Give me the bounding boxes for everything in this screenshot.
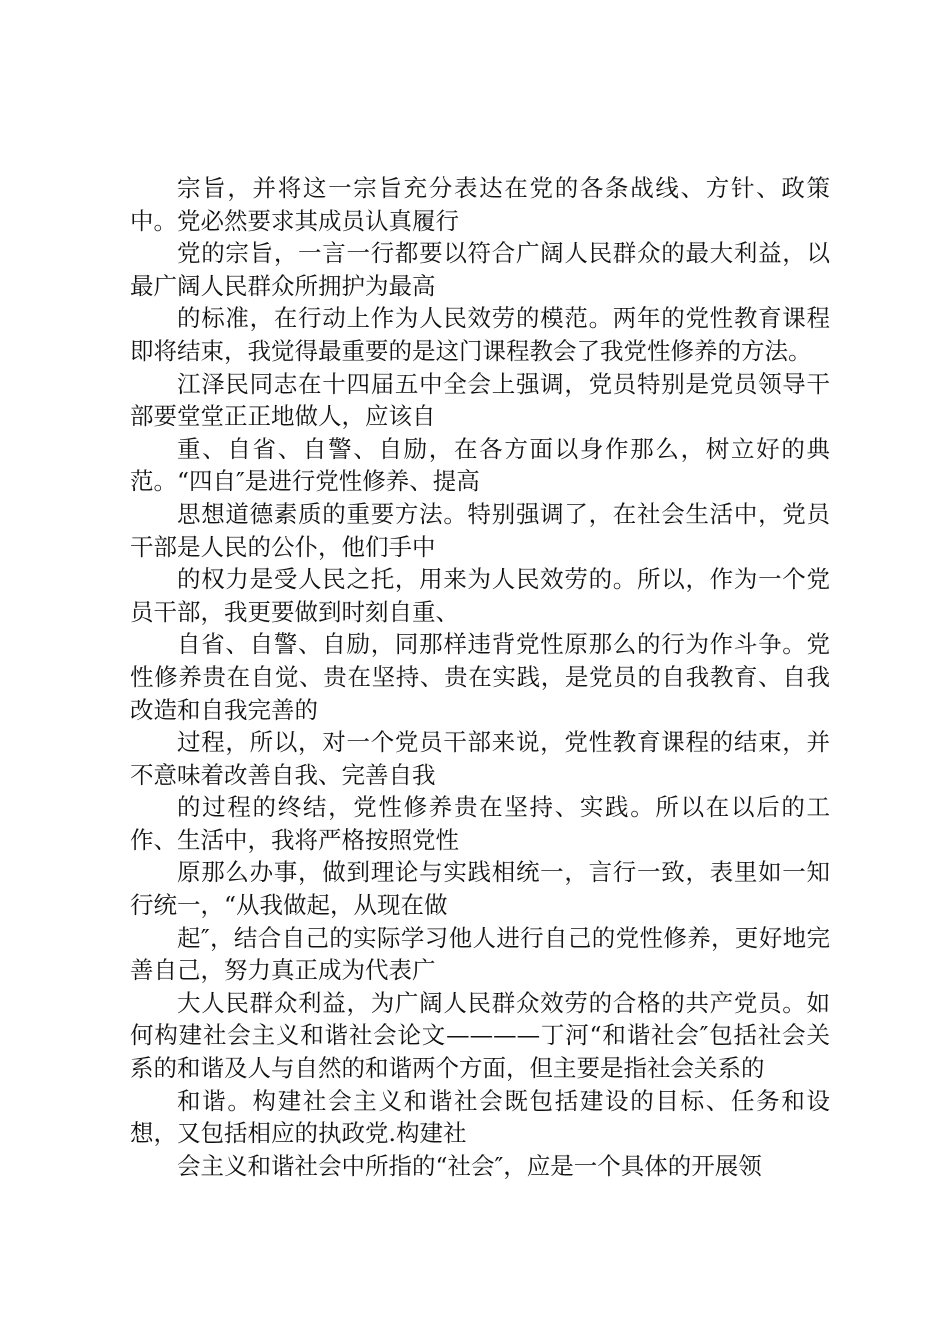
document-body <box>130 172 830 1182</box>
paragraph: 过程，所以，对一个党员干部来说，党性教育课程的结束，并不意味着改善自我、完善自我 <box>130 728 830 789</box>
paragraph: 和谐。构建社会主义和谐社会既包括建设的目标、任务和设想，又包括相应的执政党.构建社 <box>130 1086 830 1148</box>
paragraph: 自省、自警、自励，同那样违背党性原那么的行为作斗争。党性修养贵在自觉、贵在坚持、贵在实践，是党员的自我教育、自我改造和自我完善的 <box>130 630 830 724</box>
paragraph: 的权力是受人民之托，用来为人民效劳的。所以，作为一个党员干部，我更要做到时刻自重、 <box>130 565 830 626</box>
paragraph: 思想道德素质的重要方法。特别强调了，在社会生活中，党员干部是人民的公仆，他们手中 <box>130 499 830 561</box>
paragraph: 大人民群众利益，为广阔人民群众效劳的合格的共产党员。如何构建社会主义和谐社会论文————丁河“和谐社会″包括社会关系的和谐及人与自然的和谐两个方面，但主要是指社会关系的 <box>130 988 830 1083</box>
paragraph: 原那么办事，做到理论与实践相统一，言行一致，表里如一知行统一，“从我做起，从现在做 <box>130 858 830 920</box>
paragraph: 重、自省、自警、自励，在各方面以身作那么，树立好的典范。“四自″是进行党性修养、提高 <box>130 434 830 496</box>
paragraph: 的标准，在行动上作为人民效劳的模范。两年的党性教育课程即将结束，我觉得最重要的是这门课程教会了我党性修养的方法。 <box>130 304 830 365</box>
paragraph: 会主义和谐社会中所指的“社会″，应是一个具体的开展领 <box>177 1151 762 1180</box>
paragraph: 江泽民同志在十四届五中全会上强调，党员特别是党员领导干部要堂堂正正地做人，应该自 <box>130 369 830 431</box>
paragraph: 的过程的终结，党性修养贵在坚持、实践。所以在以后的工作、生活中，我将严格按照党性 <box>130 793 830 854</box>
paragraph: 起″，结合自己的实际学习他人进行自己的党性修养，更好地完善自己，努力真正成为代表广 <box>130 923 830 985</box>
paragraph: 宗旨，并将这一宗旨充分表达在党的各条战线、方针、政策中。党必然要求其成员认真履行 <box>130 174 830 235</box>
paragraph: 党的宗旨，一言一行都要以符合广阔人民群众的最大利益，以最广阔人民群众所拥护为最高 <box>130 239 830 300</box>
